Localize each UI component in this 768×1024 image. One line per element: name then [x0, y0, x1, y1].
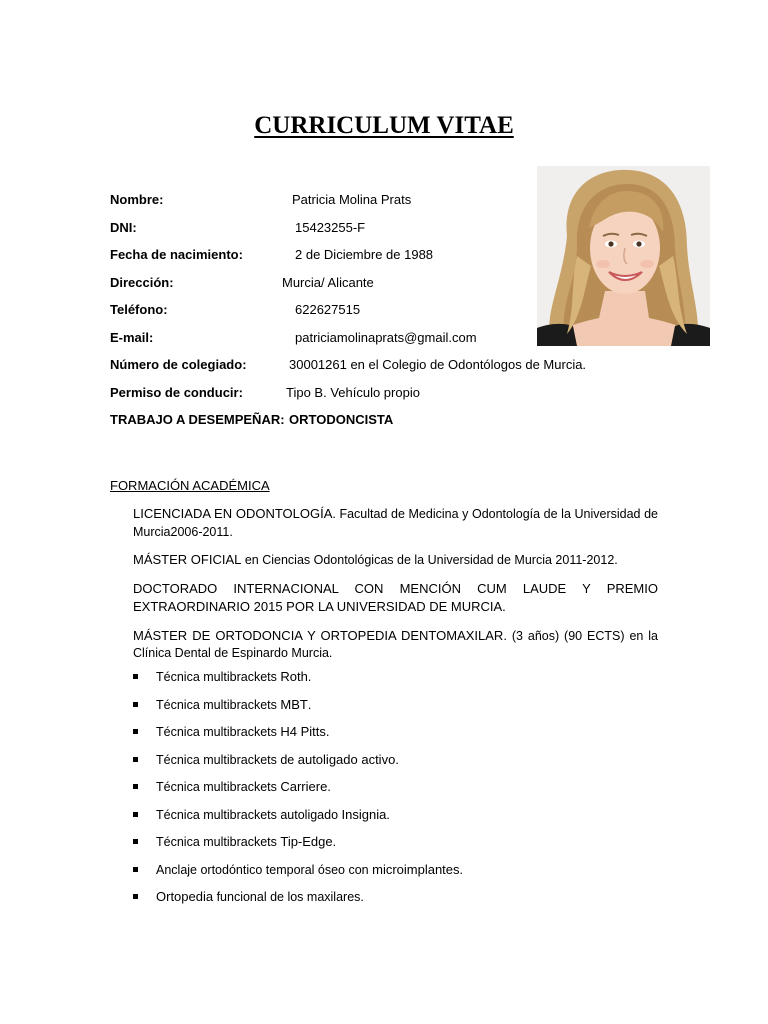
item-highlight: Carriere: [280, 779, 328, 794]
item-highlight: Roth: [280, 669, 308, 684]
info-label: Fecha de nacimiento:: [110, 247, 243, 262]
square-bullet-icon: [133, 757, 138, 762]
formation-item: [133, 505, 658, 541]
item-text: Técnica multibrackets: [156, 670, 281, 684]
item-text: .: [327, 780, 331, 794]
degree-title: MÁSTER DE ORTODONCIA Y ORTOPEDIA DENTOMAXILAR.: [133, 627, 507, 643]
formation-item: [133, 627, 658, 663]
item-highlight: Tip-Edge: [280, 834, 333, 849]
info-row-license: [110, 357, 630, 385]
info-label: E-mail:: [110, 329, 154, 345]
info-label: Número de colegiado:: [110, 357, 247, 372]
list-item: [133, 777, 658, 805]
email-link[interactable]: patriciamolinaprats@gmail.com: [295, 329, 477, 345]
item-highlight: Insignia: [341, 806, 387, 822]
info-value: Tipo B. Vehículo propio: [286, 384, 420, 400]
square-bullet-icon: [133, 702, 138, 707]
info-label: DNI:: [110, 219, 137, 235]
square-bullet-icon: [133, 812, 138, 817]
info-label: Permiso de conducir:: [110, 384, 243, 400]
degree-title: MÁSTER OFICIAL: [133, 552, 242, 567]
item-text: .: [395, 752, 399, 767]
list-item: [133, 750, 658, 778]
formation-list: [133, 505, 658, 673]
item-highlight: microimplantes: [372, 861, 460, 877]
square-bullet-icon: [133, 839, 138, 844]
list-item: [133, 887, 658, 915]
item-text: .: [332, 835, 337, 849]
item-text: Anclaje ortodóntico temporal óseo con: [156, 862, 373, 877]
item-text: Técnica multibrackets: [156, 697, 281, 712]
item-text: .: [307, 670, 312, 684]
square-bullet-icon: [133, 894, 138, 899]
degree-title: LICENCIADA EN ODONTOLOGÍA: [133, 506, 333, 521]
item-text: .: [307, 697, 312, 712]
item-highlight: Ortopedia: [156, 889, 214, 904]
list-item: [133, 667, 658, 695]
square-bullet-icon: [133, 729, 138, 734]
info-row-job: [110, 412, 630, 440]
list-item: [133, 832, 658, 860]
info-value: 15423255-F: [295, 219, 366, 235]
info-value: 622627515: [295, 302, 361, 317]
list-item: [133, 860, 658, 888]
item-text: .: [459, 862, 464, 877]
item-text: Técnica multibrackets: [156, 725, 281, 739]
formation-item: [133, 551, 658, 570]
section-heading-formation: FORMACIÓN ACADÉMICA: [110, 478, 270, 493]
list-item: [133, 805, 658, 833]
info-label: Dirección:: [110, 274, 174, 290]
item-highlight: H4 Pitts.: [280, 724, 330, 739]
info-row-driving: [110, 385, 630, 413]
list-item: [133, 722, 658, 750]
info-value: Patricia Molina Prats: [292, 192, 412, 207]
info-value: 2 de Diciembre de 1988: [295, 247, 434, 262]
item-text: .: [386, 807, 390, 822]
item-highlight: MBT: [280, 696, 308, 712]
portrait-illustration: [537, 166, 710, 346]
square-bullet-icon: [133, 674, 138, 679]
info-label: Nombre:: [110, 192, 164, 207]
degree-title: DOCTORADO INTERNACIONAL CON MENCIÓN CUM LAUDE Y PREMIO EXTRAORDINARIO 2015 POR LA UNIVERSIDAD DE MURCIA.: [133, 580, 658, 614]
item-text: funcional de los maxilares.: [213, 890, 364, 904]
item-highlight: autoligado activo: [297, 751, 396, 767]
square-bullet-icon: [133, 867, 138, 872]
info-value: ORTODONCISTA: [289, 412, 394, 427]
degree-detail: (3 años) (90 ECTS) en la Clínica Dental de Espinardo Murcia.: [133, 628, 658, 660]
degree-detail: . Facultad de Medicina y Odontología de la Universidad de Murcia2006-2011.: [133, 507, 659, 539]
formation-item: [133, 580, 658, 617]
square-bullet-icon: [133, 784, 138, 789]
item-text: Técnica multibrackets autoligado: [156, 807, 342, 822]
list-item: [133, 695, 658, 723]
info-label: Teléfono:: [110, 302, 168, 317]
info-value: Murcia/ Alicante: [282, 274, 374, 290]
profile-photo: [537, 166, 710, 346]
item-text: Técnica multibrackets: [156, 835, 281, 849]
item-text: Técnica multibrackets de: [156, 752, 298, 767]
info-value: 30001261 en el Colegio de Odontólogos de Murcia.: [289, 357, 587, 372]
techniques-list: [133, 667, 658, 915]
page-title: CURRICULUM VITAE: [254, 112, 514, 139]
info-label: TRABAJO A DESEMPEÑAR:: [110, 412, 285, 427]
degree-detail: en Ciencias Odontológicas de la Universidad de Murcia 2011-2012.: [241, 553, 618, 567]
item-text: Técnica multibrackets: [156, 780, 281, 794]
